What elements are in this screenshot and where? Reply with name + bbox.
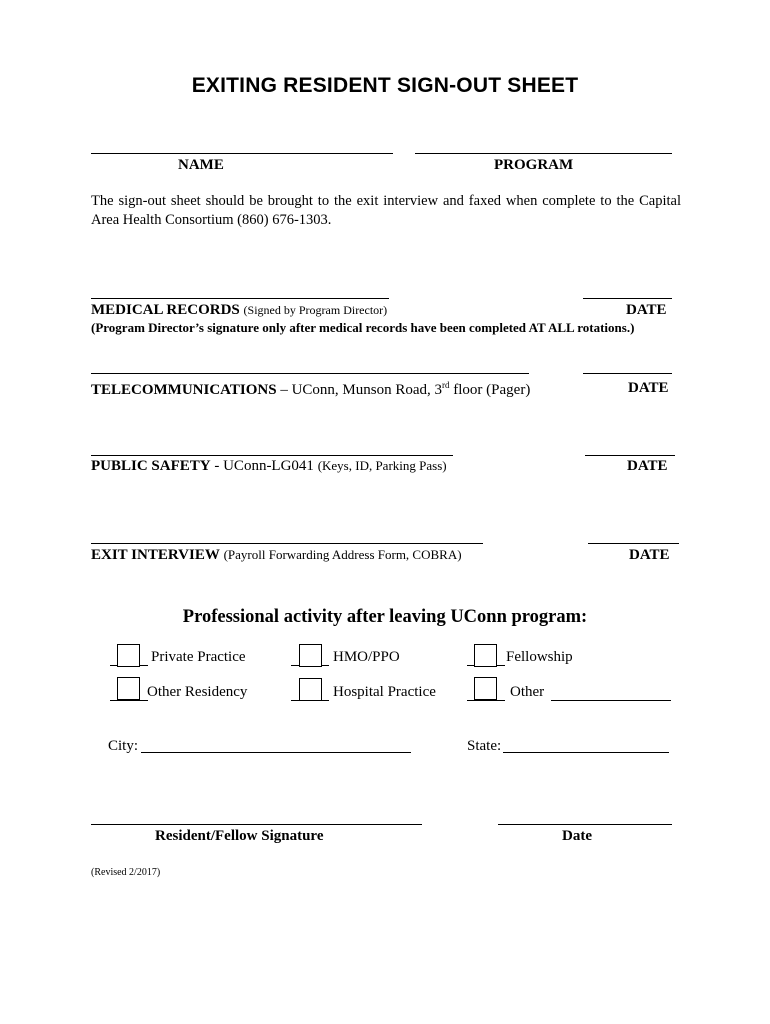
telecom-date-label: DATE <box>628 380 669 396</box>
activity-heading: Professional activity after leaving UConn program: <box>182 607 588 627</box>
telecom-detail-sup: rd <box>442 380 450 390</box>
exit-interview-label: EXIT INTERVIEW <box>91 547 220 563</box>
instructions-text: The sign-out sheet should be brought to the exit interview and faxed when complete to the Capital Area Health Consortium (860) 676-1303. <box>91 193 681 228</box>
revised-date: (Revised 2/2017) <box>91 867 161 878</box>
telecom-detail-suffix: floor (Pager) <box>453 382 531 398</box>
fellowship-checkbox[interactable] <box>474 644 497 667</box>
telecom-signature-line[interactable] <box>91 373 529 374</box>
program-field[interactable] <box>415 153 672 154</box>
hmo-ppo-label: HMO/PPO <box>333 649 400 665</box>
state-field[interactable] <box>503 752 669 753</box>
medical-records-signature-line[interactable] <box>91 298 389 299</box>
exit-interview-detail: (Payroll Forwarding Address Form, COBRA) <box>223 547 462 562</box>
telecom-date-line[interactable] <box>583 373 672 374</box>
other-residency-underline <box>110 700 148 701</box>
city-label: City: <box>108 738 139 754</box>
medical-records-row <box>91 302 387 319</box>
medical-records-date-line[interactable] <box>583 298 672 299</box>
public-safety-signature-line[interactable] <box>91 455 453 456</box>
exit-interview-signature-line[interactable] <box>91 543 483 544</box>
public-safety-date-line[interactable] <box>585 455 675 456</box>
telecom-detail-prefix: UConn, Munson Road, 3 <box>291 382 443 398</box>
telecom-label: TELECOMMUNICATIONS <box>91 382 277 398</box>
public-safety-row <box>91 458 447 475</box>
exit-interview-row <box>91 547 462 564</box>
name-field[interactable] <box>91 153 393 154</box>
medical-records-note: (Program Director’s signature only after medical records have been completed AT ALL rotations.) <box>91 320 635 335</box>
public-safety-date-label: DATE <box>627 458 668 474</box>
other-specify-field[interactable] <box>551 700 671 701</box>
public-safety-label: PUBLIC SAFETY <box>91 458 211 474</box>
resident-signature-label: Resident/Fellow Signature <box>155 828 324 844</box>
signature-date-label: Date <box>562 828 592 844</box>
other-underline <box>467 700 505 701</box>
hmo-ppo-checkbox[interactable] <box>299 644 322 667</box>
other-residency-checkbox[interactable] <box>117 677 140 700</box>
other-residency-label: Other Residency <box>147 684 248 700</box>
medical-records-detail: (Signed by Program Director) <box>243 303 388 317</box>
resident-signature-line[interactable] <box>91 824 422 825</box>
private-practice-checkbox[interactable] <box>117 644 140 667</box>
hospital-practice-label: Hospital Practice <box>333 684 436 700</box>
public-safety-detail: - UConn-LG041 <box>214 458 314 474</box>
fellowship-label: Fellowship <box>506 649 573 665</box>
exit-interview-date-line[interactable] <box>588 543 679 544</box>
medical-records-date-label: DATE <box>626 302 667 318</box>
other-label: Other <box>510 684 545 700</box>
telecom-row <box>91 380 530 399</box>
signature-date-line[interactable] <box>498 824 672 825</box>
public-safety-detail-small: (Keys, ID, Parking Pass) <box>317 458 447 473</box>
exit-interview-date-label: DATE <box>629 547 670 563</box>
program-label: PROGRAM <box>494 157 574 173</box>
other-checkbox[interactable] <box>474 677 497 700</box>
state-label: State: <box>467 738 502 754</box>
telecom-dash: – <box>280 382 288 398</box>
hospital-practice-checkbox[interactable] <box>299 678 322 701</box>
private-practice-label: Private Practice <box>151 649 246 665</box>
page-title: EXITING RESIDENT SIGN-OUT SHEET <box>191 74 579 97</box>
city-field[interactable] <box>141 752 411 753</box>
name-label: NAME <box>178 157 224 173</box>
medical-records-label: MEDICAL RECORDS <box>91 302 240 318</box>
